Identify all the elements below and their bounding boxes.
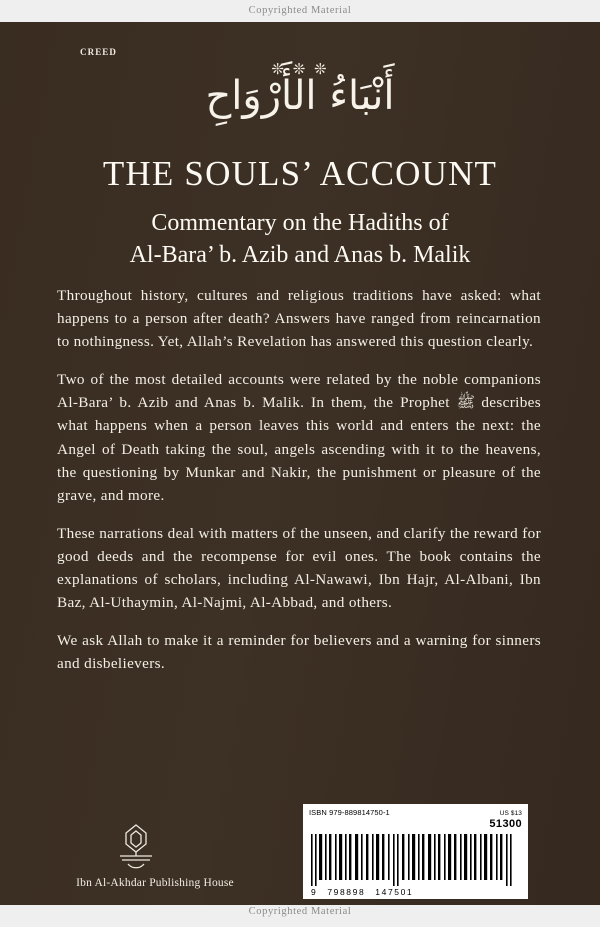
barcode-digits (309, 887, 522, 897)
blurb-paragraph: These narrations deal with matters of the unseen, and clarify the reward for good deeds and the recompense for evil ones. The book contains the explanations of scholars, including Al-Nawawi, Ibn Hajr, Al-Albani, Ibn Baz, Al-Uthaymin, Al-Najmi, Al-Abbad, and others. (57, 524, 541, 612)
category-label: CREED (80, 47, 118, 57)
price-code: 51300 (489, 818, 522, 831)
blurb-paragraph: Two of the most detailed accounts were related by the noble companions Al-Bara’ b. Azib and Anas b. Malik. In them, the Prophet ﷺ describes what happens when a person leaves this world and enters the next: the Angel of Death taking the soul, angels ascending with it to the heavens, the questioning by Munkar and Nakir, the punishment or pleasure of the grave, and more. (57, 371, 541, 504)
isbn-row (309, 808, 522, 832)
arabic-title-text: أَنْبَاءُ الأَرْوَاحِ (205, 73, 395, 119)
arabic-title (0, 60, 600, 120)
subtitle-line-2: Al-Bara’ b. Azib and Anas b. Malik (129, 241, 471, 268)
blurb-paragraph: We ask Allah to make it a reminder for believers and a warning for sinners and disbelievers. (57, 632, 541, 673)
page-title: THE SOULS’ ACCOUNT (102, 154, 498, 193)
ornament-icon: ❊ ❊ ❊ (271, 60, 329, 78)
price-currency: US $13 (499, 810, 522, 817)
publisher-logo-icon (108, 822, 164, 874)
barcode-digit-group-right: 147501 (375, 886, 414, 897)
barcode-bars-icon (309, 834, 522, 886)
blurb-paragraph: Throughout history, cultures and religious traditions have asked: what happens to a person after death? Answers have ranged from reincarnation to nothingness. Yet, Allah’s Revelation has answered this question clearly. (57, 287, 541, 351)
book-back-cover (0, 22, 600, 905)
publisher-name: Ibn Al-Akhdar Publishing House (76, 877, 234, 889)
copyright-watermark-top: Copyrighted Material (248, 5, 352, 16)
subtitle-line-1: Commentary on the Hadiths of (151, 210, 449, 236)
subtitle (60, 208, 540, 271)
price-block (489, 808, 522, 832)
barcode-digit-group-left: 9 (311, 886, 318, 897)
blurb-text (57, 284, 541, 675)
isbn-label: ISBN 979-889814750-1 (309, 808, 390, 817)
copyright-watermark-bottom: Copyrighted Material (248, 906, 352, 917)
barcode-panel (303, 804, 528, 899)
barcode-digit-group-mid: 798898 (327, 886, 366, 897)
